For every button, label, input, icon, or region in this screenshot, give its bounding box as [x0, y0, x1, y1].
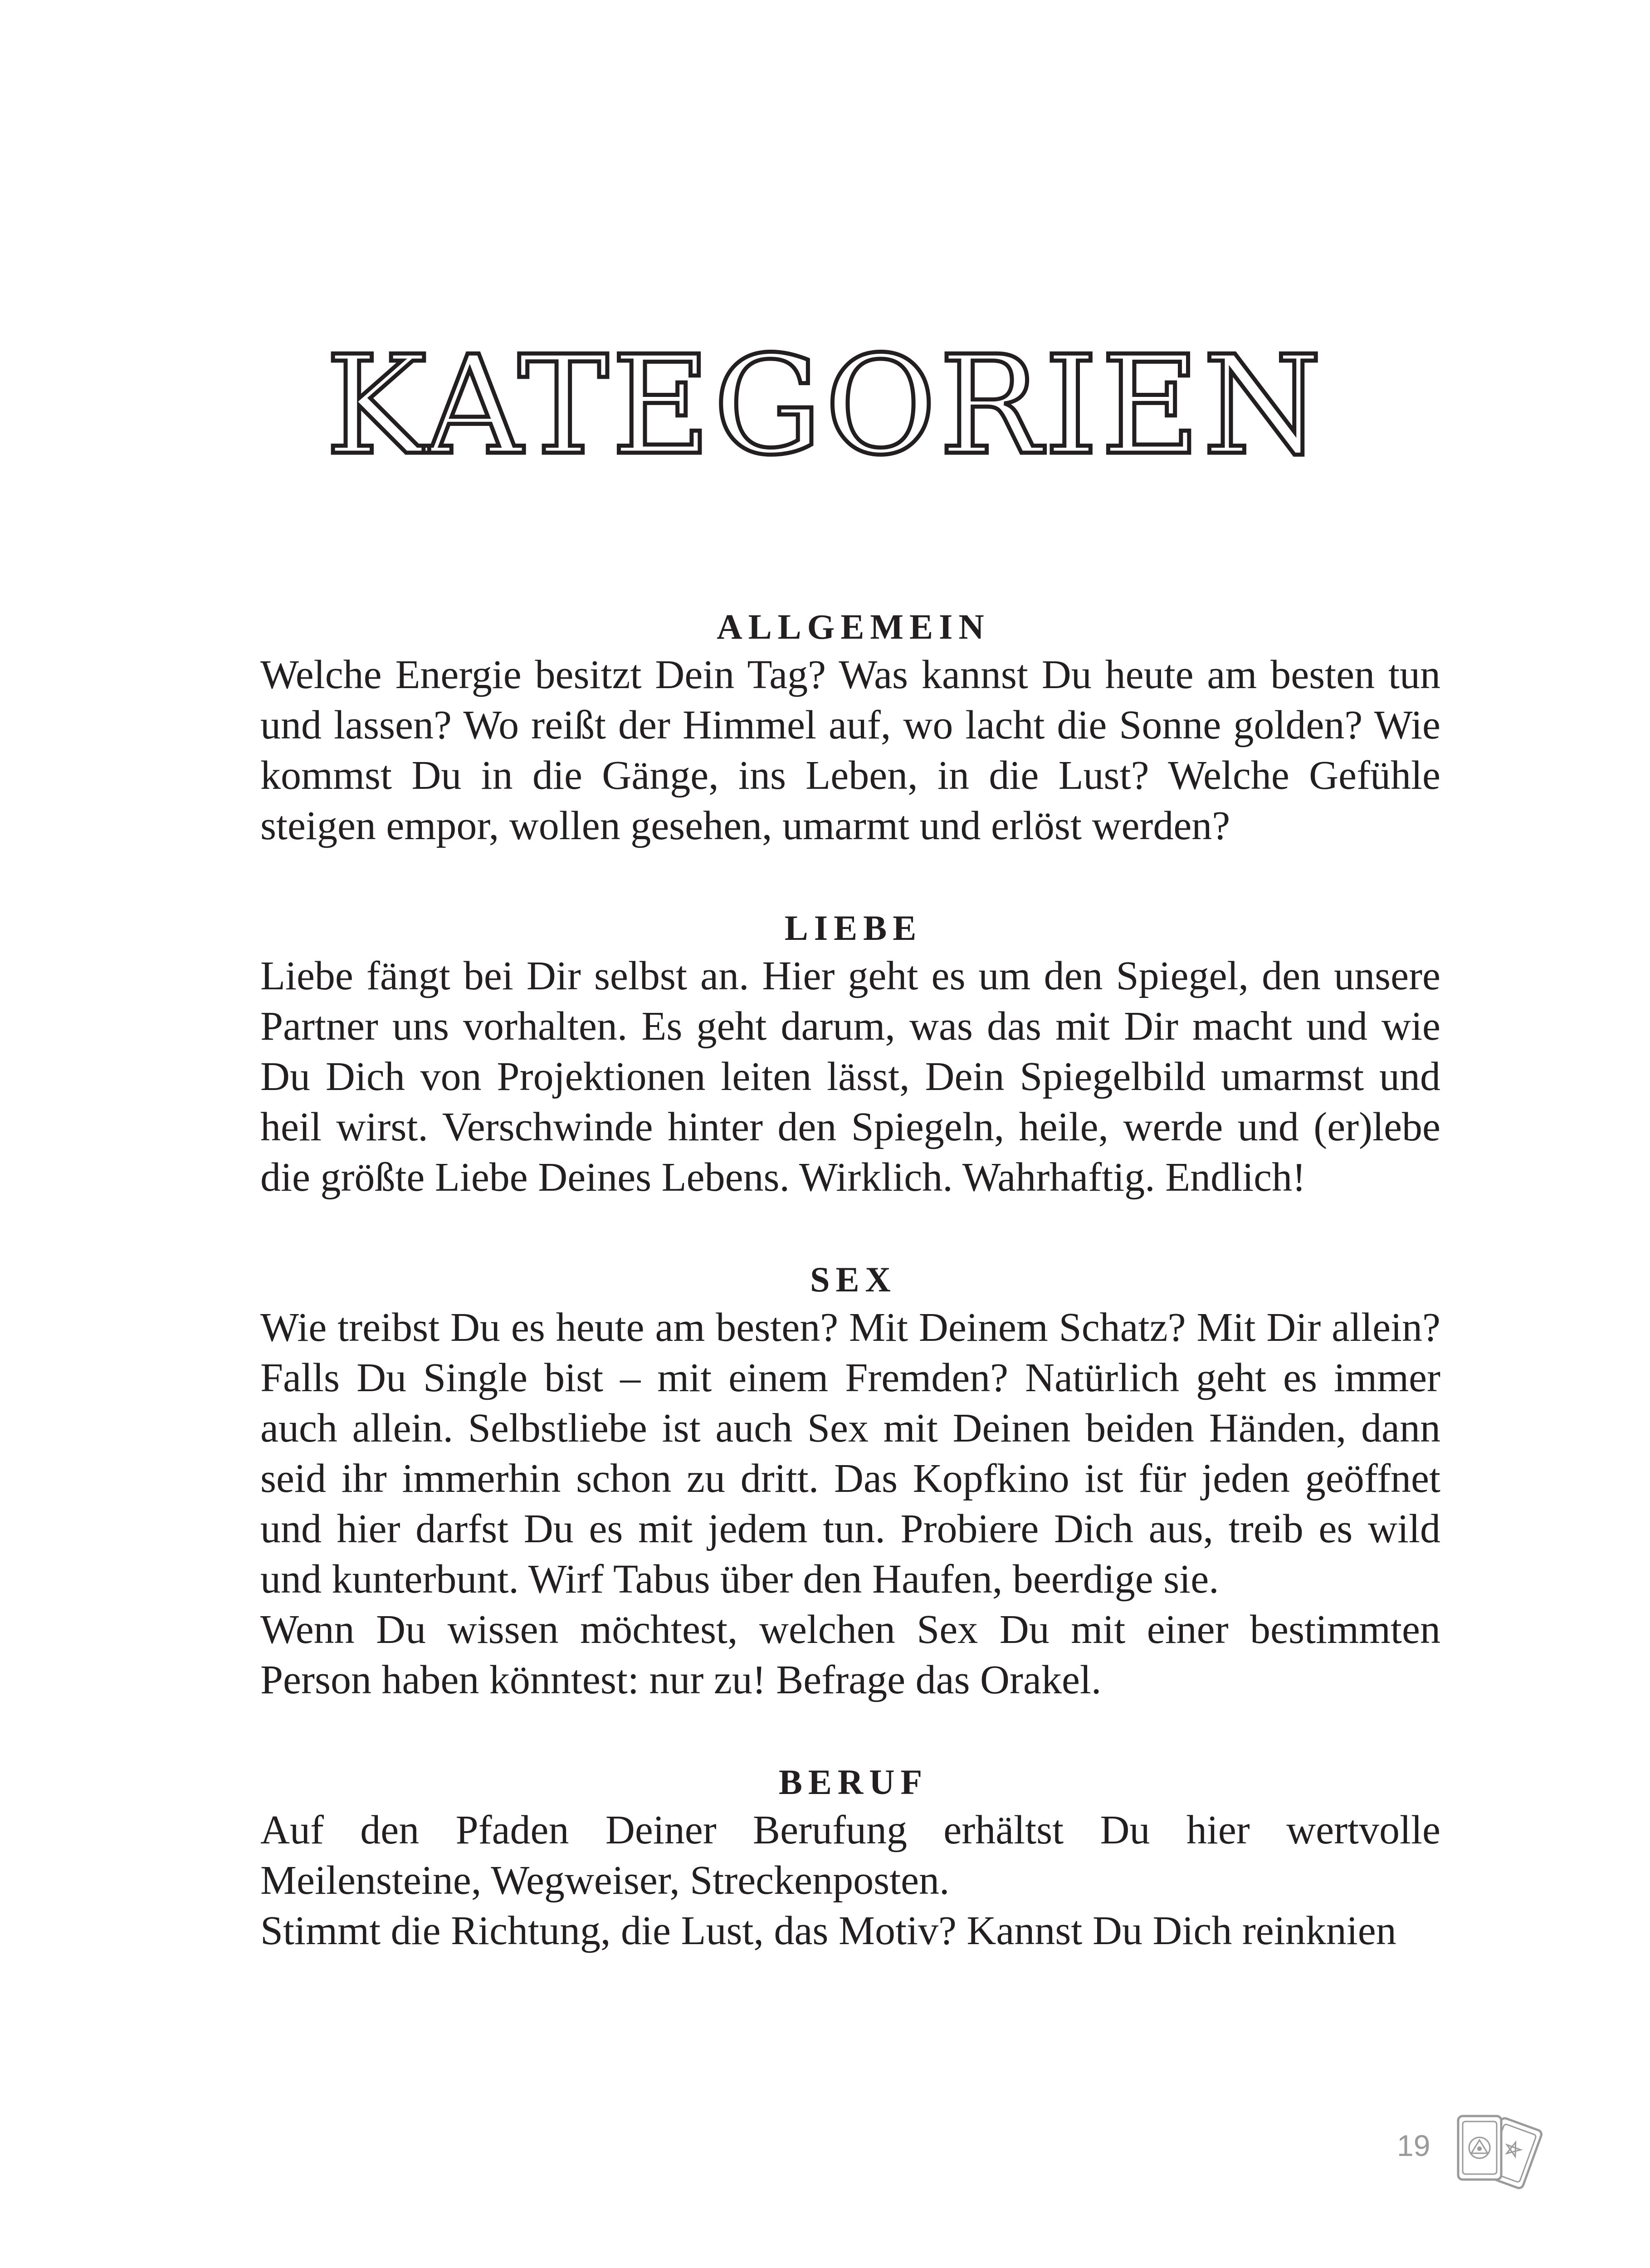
category-list [260, 604, 1440, 1956]
page-number: 19 [1397, 2129, 1430, 2162]
section-paragraph: Liebe fängt bei Dir selbst an. Hier geht es um den Spiegel, den unsere Partner uns vorhalten. Es geht darum, was das mit Dir macht und wie Du Dich von Projektionen leiten lässt, Dein Spiegelbild umarmst und heil wirst. Verschwinde hinter den Spiegeln, heile, werde und (er)lebe die größte Liebe Deines Lebens. Wirklich. Wahrhaftig. Endlich! [260, 953, 1440, 1200]
section-paragraph: Wie treibst Du es heute am besten? Mit Deinem Schatz? Mit Dir allein? Falls Du Single bist – mit einem Fremden? Natürlich geht es immer auch allein. Selbstliebe ist auch Sex mit Deinen beiden Händen, dann seid ihr immerhin schon zu dritt. Das Kopfkino ist für jeden geöffnet und hier darfst Du es mit jedem tun. Probiere Dich aus, treib es wild und kunterbunt. Wirf Tabus über den Haufen, beerdige sie. [260, 1305, 1440, 1602]
section-paragraph: Welche Energie besitzt Dein Tag? Was kannst Du heute am besten tun und lassen? Wo reißt der Himmel auf, wo lacht die Sonne golden? Wie kommst Du in die Gänge, ins Leben, in die Lust? Welche Gefühle steigen empor, wollen gesehen, umarmt und erlöst werden? [260, 652, 1440, 848]
section-liebe [260, 905, 1440, 1202]
tarot-cards-icon [1449, 2105, 1544, 2200]
section-heading: BERUF [778, 1762, 928, 1802]
section-paragraph: Wenn Du wissen möchtest, welchen Sex Du mit einer bestimmten Person haben könntest: nur zu! Befrage das Orakel. [260, 1607, 1440, 1702]
section-heading: ALLGEMEIN [717, 607, 990, 646]
section-beruf [260, 1760, 1440, 1956]
section-paragraph: Stimmt die Richtung, die Lust, das Motiv? Kannst Du Dich reinknien [260, 1908, 1396, 1953]
section-heading: LIEBE [784, 908, 923, 948]
section-allgemein [260, 604, 1440, 851]
page-title: KATEGORIEN [325, 327, 1325, 485]
section-sex [260, 1257, 1440, 1705]
section-heading: SEX [810, 1260, 897, 1299]
section-paragraph: Auf den Pfaden Deiner Berufung erhältst Du hier wertvolle Meilensteine, Wegweiser, Streckenposten. [260, 1808, 1440, 1903]
